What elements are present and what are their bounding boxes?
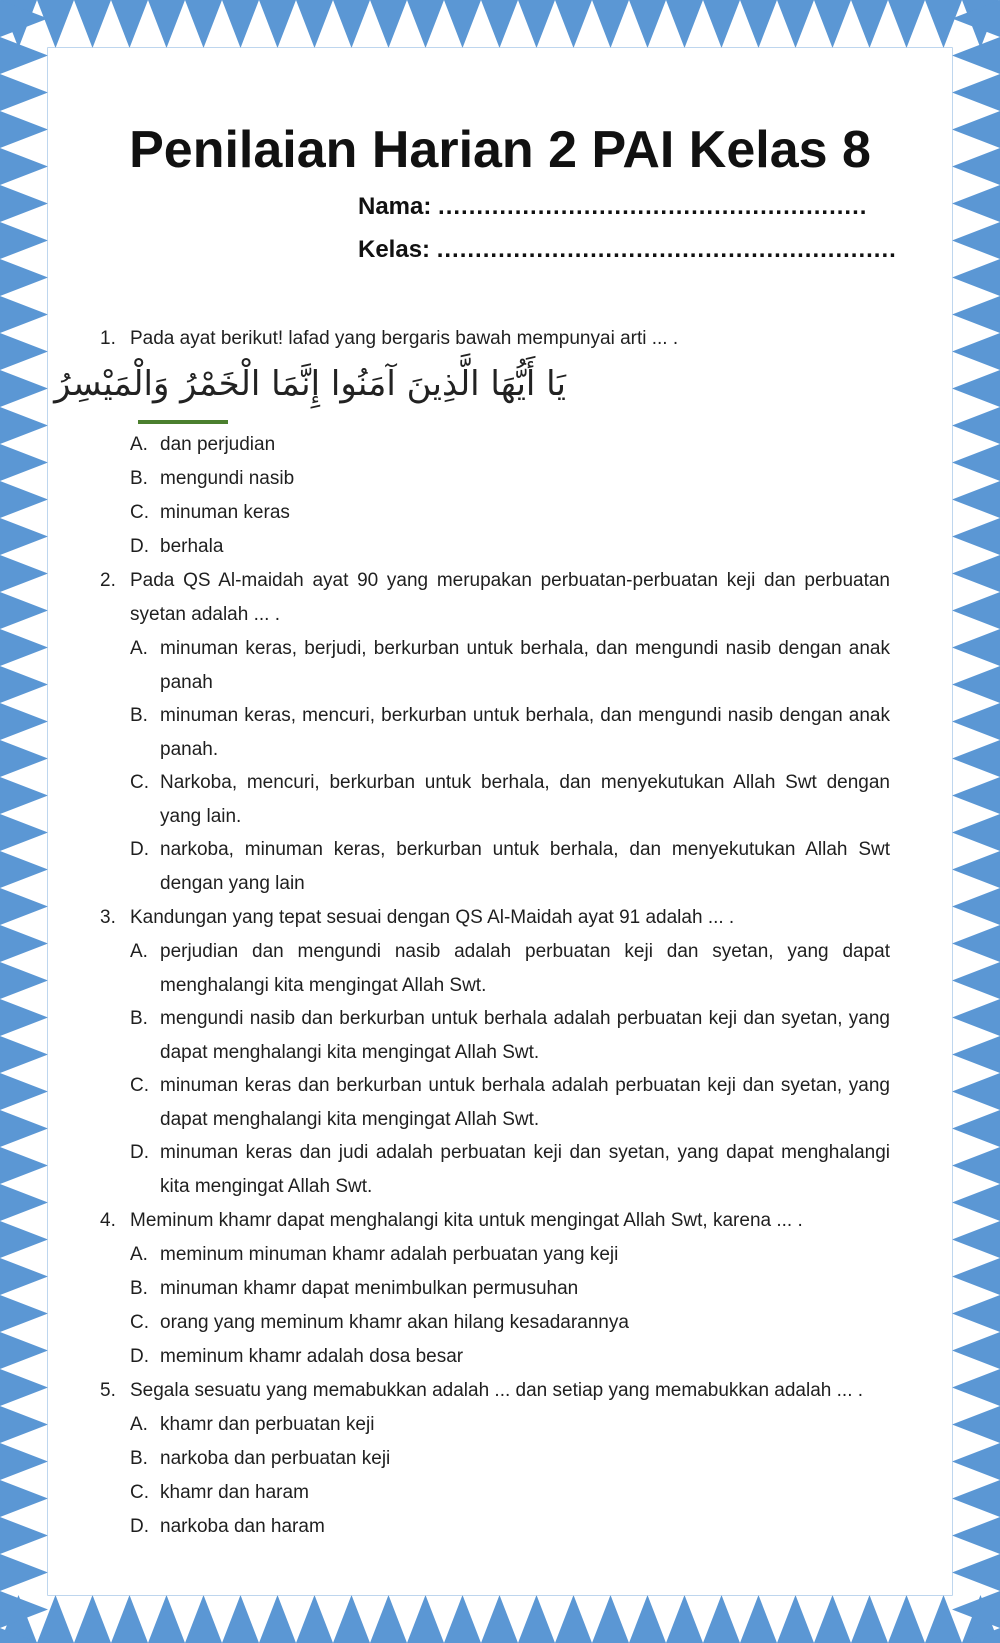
- option-text: narkoba dan perbuatan keji: [160, 1448, 391, 1469]
- option-letter: C.: [130, 1075, 149, 1096]
- option-letter: A.: [130, 941, 148, 962]
- question-5: [100, 1374, 890, 1408]
- option-text: meminum minuman khamr adalah perbuatan yang keji: [160, 1244, 619, 1265]
- option-letter: C.: [130, 772, 149, 793]
- option-4d[interactable]: [130, 1340, 890, 1374]
- question-2: [100, 564, 890, 632]
- option-3b[interactable]: [130, 1002, 890, 1070]
- kelas-blank[interactable]: ............................................................: [436, 236, 897, 263]
- option-letter: B.: [130, 1448, 148, 1469]
- question-number: 2.: [100, 570, 116, 591]
- option-text: mengundi nasib dan berkurban untuk berhala adalah perbuatan keji dan syetan, yang dapat menghalangi kita mengingat Allah Swt.: [160, 1008, 890, 1063]
- option-letter: C.: [130, 1312, 149, 1333]
- question-text: Pada QS Al-maidah ayat 90 yang merupakan perbuatan-perbuatan keji dan perbuatan syetan adalah ... .: [130, 570, 890, 625]
- option-letter: A.: [130, 638, 148, 659]
- option-5d[interactable]: [130, 1510, 890, 1544]
- option-text: orang yang meminum khamr akan hilang kesadarannya: [160, 1312, 629, 1333]
- option-2b[interactable]: [130, 699, 890, 767]
- nama-blank[interactable]: ........................................................: [438, 193, 868, 220]
- question-text: Meminum khamr dapat menghalangi kita untuk mengingat Allah Swt, karena ... .: [130, 1210, 803, 1231]
- option-letter: D.: [130, 839, 149, 860]
- question-number: 4.: [100, 1210, 116, 1231]
- option-letter: B.: [130, 468, 148, 489]
- question-text: Kandungan yang tepat sesuai dengan QS Al-Maidah ayat 91 adalah ... .: [130, 907, 735, 928]
- option-2a[interactable]: [130, 632, 890, 700]
- page-title: Penilaian Harian 2 PAI Kelas 8: [129, 121, 871, 179]
- option-text: minuman keras dan judi adalah perbuatan keji dan syetan, yang dapat menghalangi kita mengingat Allah Swt.: [160, 1142, 890, 1197]
- option-text: minuman keras dan berkurban untuk berhala adalah perbuatan keji dan syetan, yang dapat menghalangi kita mengingat Allah Swt.: [160, 1075, 890, 1130]
- verse-underline: [138, 420, 228, 424]
- option-text: narkoba dan haram: [160, 1516, 325, 1537]
- option-letter: B.: [130, 1008, 148, 1029]
- option-text: mengundi nasib: [160, 468, 295, 489]
- option-3d[interactable]: [130, 1136, 890, 1204]
- option-text: meminum khamr adalah dosa besar: [160, 1346, 464, 1367]
- option-letter: C.: [130, 502, 149, 523]
- option-2d[interactable]: [130, 833, 890, 901]
- question-text: Segala sesuatu yang memabukkan adalah ... dan setiap yang memabukkan adalah ... .: [130, 1380, 864, 1401]
- question-4: [100, 1204, 890, 1238]
- option-4b[interactable]: [130, 1272, 890, 1306]
- question-1: [100, 322, 890, 356]
- option-1b[interactable]: [130, 462, 890, 496]
- option-text: minuman keras: [160, 502, 290, 523]
- option-letter: D.: [130, 1516, 149, 1537]
- question-text: Pada ayat berikut! lafad yang bergaris bawah mempunyai arti ... .: [130, 328, 679, 349]
- question-number: 1.: [100, 328, 116, 349]
- option-letter: B.: [130, 1278, 148, 1299]
- option-text: Narkoba, mencuri, berkurban untuk berhala, dan menyekutukan Allah Swt dengan yang lain.: [160, 772, 890, 827]
- option-1c[interactable]: [130, 496, 890, 530]
- option-letter: D.: [130, 1142, 149, 1163]
- option-text: khamr dan perbuatan keji: [160, 1414, 375, 1435]
- option-1d[interactable]: [130, 530, 890, 564]
- option-letter: A.: [130, 1414, 148, 1435]
- nama-label: Nama:: [358, 193, 432, 220]
- option-text: minuman keras, berjudi, berkurban untuk berhala, dan mengundi nasib dengan anak panah: [160, 638, 890, 693]
- option-5c[interactable]: [130, 1476, 890, 1510]
- option-2c[interactable]: [130, 766, 890, 834]
- option-letter: D.: [130, 536, 149, 557]
- option-4c[interactable]: [130, 1306, 890, 1340]
- option-text: dan perjudian: [160, 434, 276, 455]
- option-text: minuman keras, mencuri, berkurban untuk berhala, dan mengundi nasib dengan anak panah.: [160, 705, 890, 760]
- option-text: berhala: [160, 536, 224, 557]
- option-letter: C.: [130, 1482, 149, 1503]
- option-3a[interactable]: [130, 935, 890, 1003]
- option-text: perjudian dan mengundi nasib adalah perbuatan keji dan syetan, yang dapat menghalangi kita mengingat Allah Swt.: [160, 941, 890, 996]
- arabic-verse: يَا أَيُّهَا الَّذِينَ آمَنُوا إِنَّمَا الْخَمْرُ وَالْمَيْسِرُ: [54, 364, 566, 404]
- option-3c[interactable]: [130, 1069, 890, 1137]
- option-text: khamr dan haram: [160, 1482, 309, 1503]
- question-number: 5.: [100, 1380, 116, 1401]
- option-text: minuman khamr dapat menimbulkan permusuhan: [160, 1278, 579, 1299]
- option-4a[interactable]: [130, 1238, 890, 1272]
- option-letter: B.: [130, 705, 148, 726]
- kelas-label: Kelas:: [358, 236, 431, 263]
- question-3: [100, 901, 890, 935]
- option-1a[interactable]: [130, 428, 890, 462]
- option-letter: D.: [130, 1346, 149, 1367]
- option-5b[interactable]: [130, 1442, 890, 1476]
- option-letter: A.: [130, 1244, 148, 1265]
- option-letter: A.: [130, 434, 148, 455]
- option-text: narkoba, minuman keras, berkurban untuk berhala, dan menyekutukan Allah Swt dengan yang lain: [160, 839, 890, 894]
- question-number: 3.: [100, 907, 116, 928]
- option-5a[interactable]: [130, 1408, 890, 1442]
